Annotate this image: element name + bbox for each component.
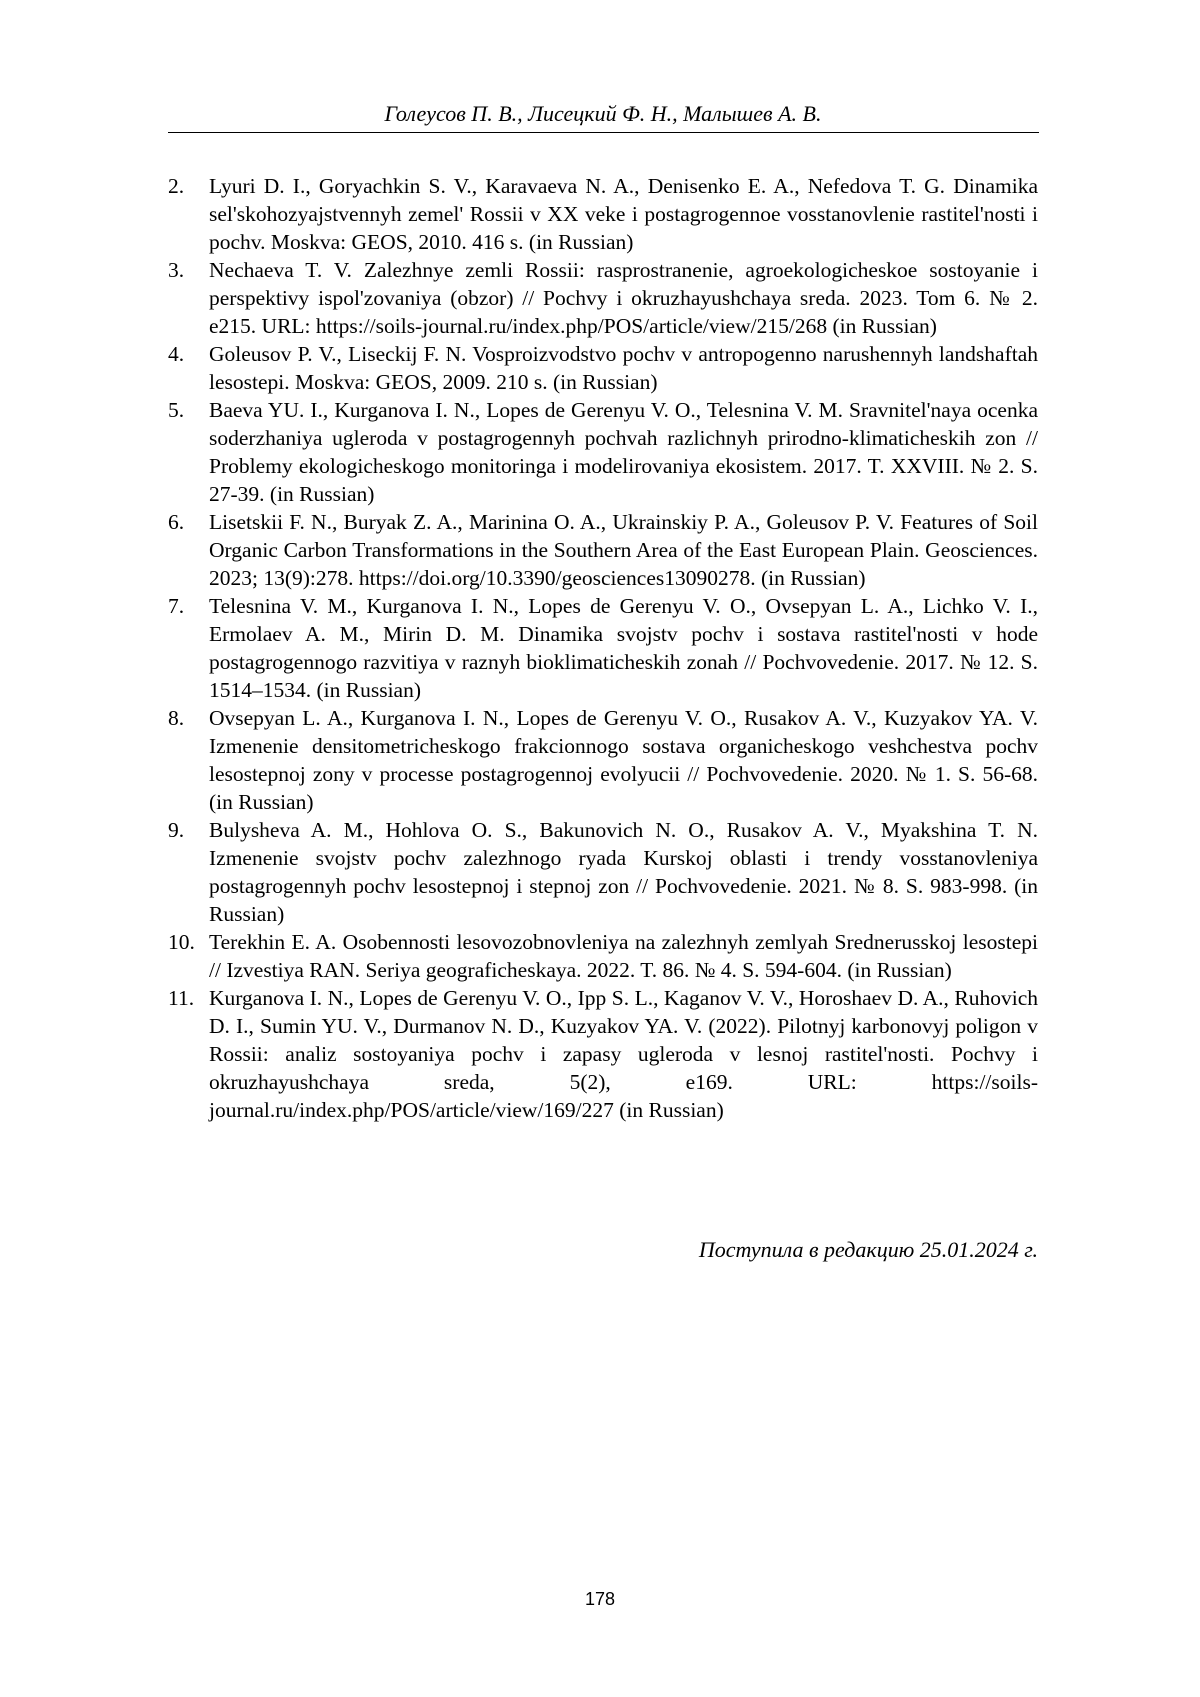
reference-item xyxy=(168,340,1038,396)
header-rule xyxy=(168,132,1039,133)
reference-text: Bulysheva A. M., Hohlova O. S., Bakunovich N. O., Rusakov A. V., Myakshina T. N. Izmenenie svojstv pochv zalezhnogo ryada Kurskoj oblasti i trendy vosstanovleniya postagrogennyh pochv lesostepnoj i stepnoj zon // Pochvovedenie. 2021. № 8. S. 983-998. (in Russian) xyxy=(209,818,1038,926)
reference-item xyxy=(168,592,1038,704)
received-date-note: Поступила в редакцию 25.01.2024 г. xyxy=(698,1237,1038,1262)
running-header-authors: Голеусов П. В., Лисецкий Ф. Н., Малышев А. В. xyxy=(384,101,822,126)
reference-item xyxy=(168,984,1038,1124)
reference-item xyxy=(168,508,1038,592)
reference-text: Lyuri D. I., Goryachkin S. V., Karavaeva N. A., Denisenko E. A., Nefedova T. G. Dinamika sel'skohozyajstvennyh zemel' Rossii v XX veke i postagrogennoe vosstanovlenie rastitel'nosti i pochv. Moskva: GEOS, 2010. 416 s. (in Russian) xyxy=(209,174,1038,254)
reference-text: Nechaeva T. V. Zalezhnye zemli Rossii: rasprostranenie, agroekologicheskoe sostoyanie i perspektivy ispol'zovaniya (obzor) // Pochvy i okruzhayushchaya sreda. 2023. Tom 6. № 2. e215. URL: https://soils-journal.ru/index.php/POS/article/view/215/268 (in Russian) xyxy=(209,258,1038,338)
reference-list xyxy=(168,172,1038,1124)
reference-text: Lisetskii F. N., Buryak Z. A., Marinina O. A., Ukrainskiy P. A., Goleusov P. V. Features of Soil Organic Carbon Transformations in the Southern Area of the East European Plain. Geosciences. 2023; 13(9):278. https://doi.org/10.3390/geosciences13090278. (in Russian) xyxy=(209,510,1038,590)
reference-number: 7. xyxy=(168,594,185,618)
reference-item xyxy=(168,928,1038,984)
reference-text: Telesnina V. M., Kurganova I. N., Lopes de Gerenyu V. O., Ovsepyan L. A., Lichko V. I., Ermolaev A. M., Mirin D. M. Dinamika svojstv pochv i sostava rastitel'nosti v hode postagrogennogo razvitiya v raznyh bioklimaticheskih zonah // Pochvovedenie. 2017. № 12. S. 1514–1534. (in Russian) xyxy=(209,594,1038,702)
reference-item xyxy=(168,704,1038,816)
reference-number: 9. xyxy=(168,818,185,842)
reference-item xyxy=(168,172,1038,256)
reference-number: 8. xyxy=(168,706,185,730)
reference-number: 3. xyxy=(168,258,185,282)
page-number: 178 xyxy=(584,1589,616,1609)
reference-number: 2. xyxy=(168,174,185,198)
reference-text: Terekhin E. A. Osobennosti lesovozobnovleniya na zalezhnyh zemlyah Srednerusskoj lesostepi // Izvestiya RAN. Seriya geograficheskaya. 2022. T. 86. № 4. S. 594-604. (in Russian) xyxy=(209,930,1038,982)
reference-number: 10. xyxy=(168,930,195,954)
reference-item xyxy=(168,816,1038,928)
reference-text: Goleusov P. V., Liseckij F. N. Vosproizvodstvo pochv v antropogenno narushennyh landshaftah lesostepi. Moskva: GEOS, 2009. 210 s. (in Russian) xyxy=(209,342,1038,394)
reference-number: 4. xyxy=(168,342,185,366)
reference-number: 5. xyxy=(168,398,185,422)
reference-text: Ovsepyan L. A., Kurganova I. N., Lopes de Gerenyu V. O., Rusakov A. V., Kuzyakov YA. V. Izmenenie densitometricheskogo frakcionnogo sostava organicheskogo veshchestva pochv lesostepnoj zony v processe postagrogennoj evolyucii // Pochvovedenie. 2020. № 1. S. 56-68. (in Russian) xyxy=(209,706,1038,814)
reference-number: 6. xyxy=(168,510,185,534)
reference-text: Kurganova I. N., Lopes de Gerenyu V. O., Ipp S. L., Kaganov V. V., Horoshaev D. A., Ruhovich D. I., Sumin YU. V., Durmanov N. D., Kuzyakov YA. V. (2022). Pilotnyj karbonovyj poligon v Rossii: analiz sostoyaniya pochv i zapasy ugleroda v lesnoj rastitel'nosti. Pochvy i okruzhayushchaya sreda, 5(2), e169. URL: https://soils-journal.ru/index.php/POS/article/view/169/227 (in Russian) xyxy=(209,986,1038,1122)
reference-text: Baeva YU. I., Kurganova I. N., Lopes de Gerenyu V. O., Telesnina V. M. Sravnitel'naya ocenka soderzhaniya ugleroda v postagrogennyh pochvah razlichnyh prirodno-klimaticheskih zon // Problemy ekologicheskogo monitoringa i modelirovaniya ekosistem. 2017. T. XXVIII. № 2. S. 27-39. (in Russian) xyxy=(209,398,1038,506)
reference-number: 11. xyxy=(168,986,195,1010)
reference-item xyxy=(168,256,1038,340)
reference-item xyxy=(168,396,1038,508)
